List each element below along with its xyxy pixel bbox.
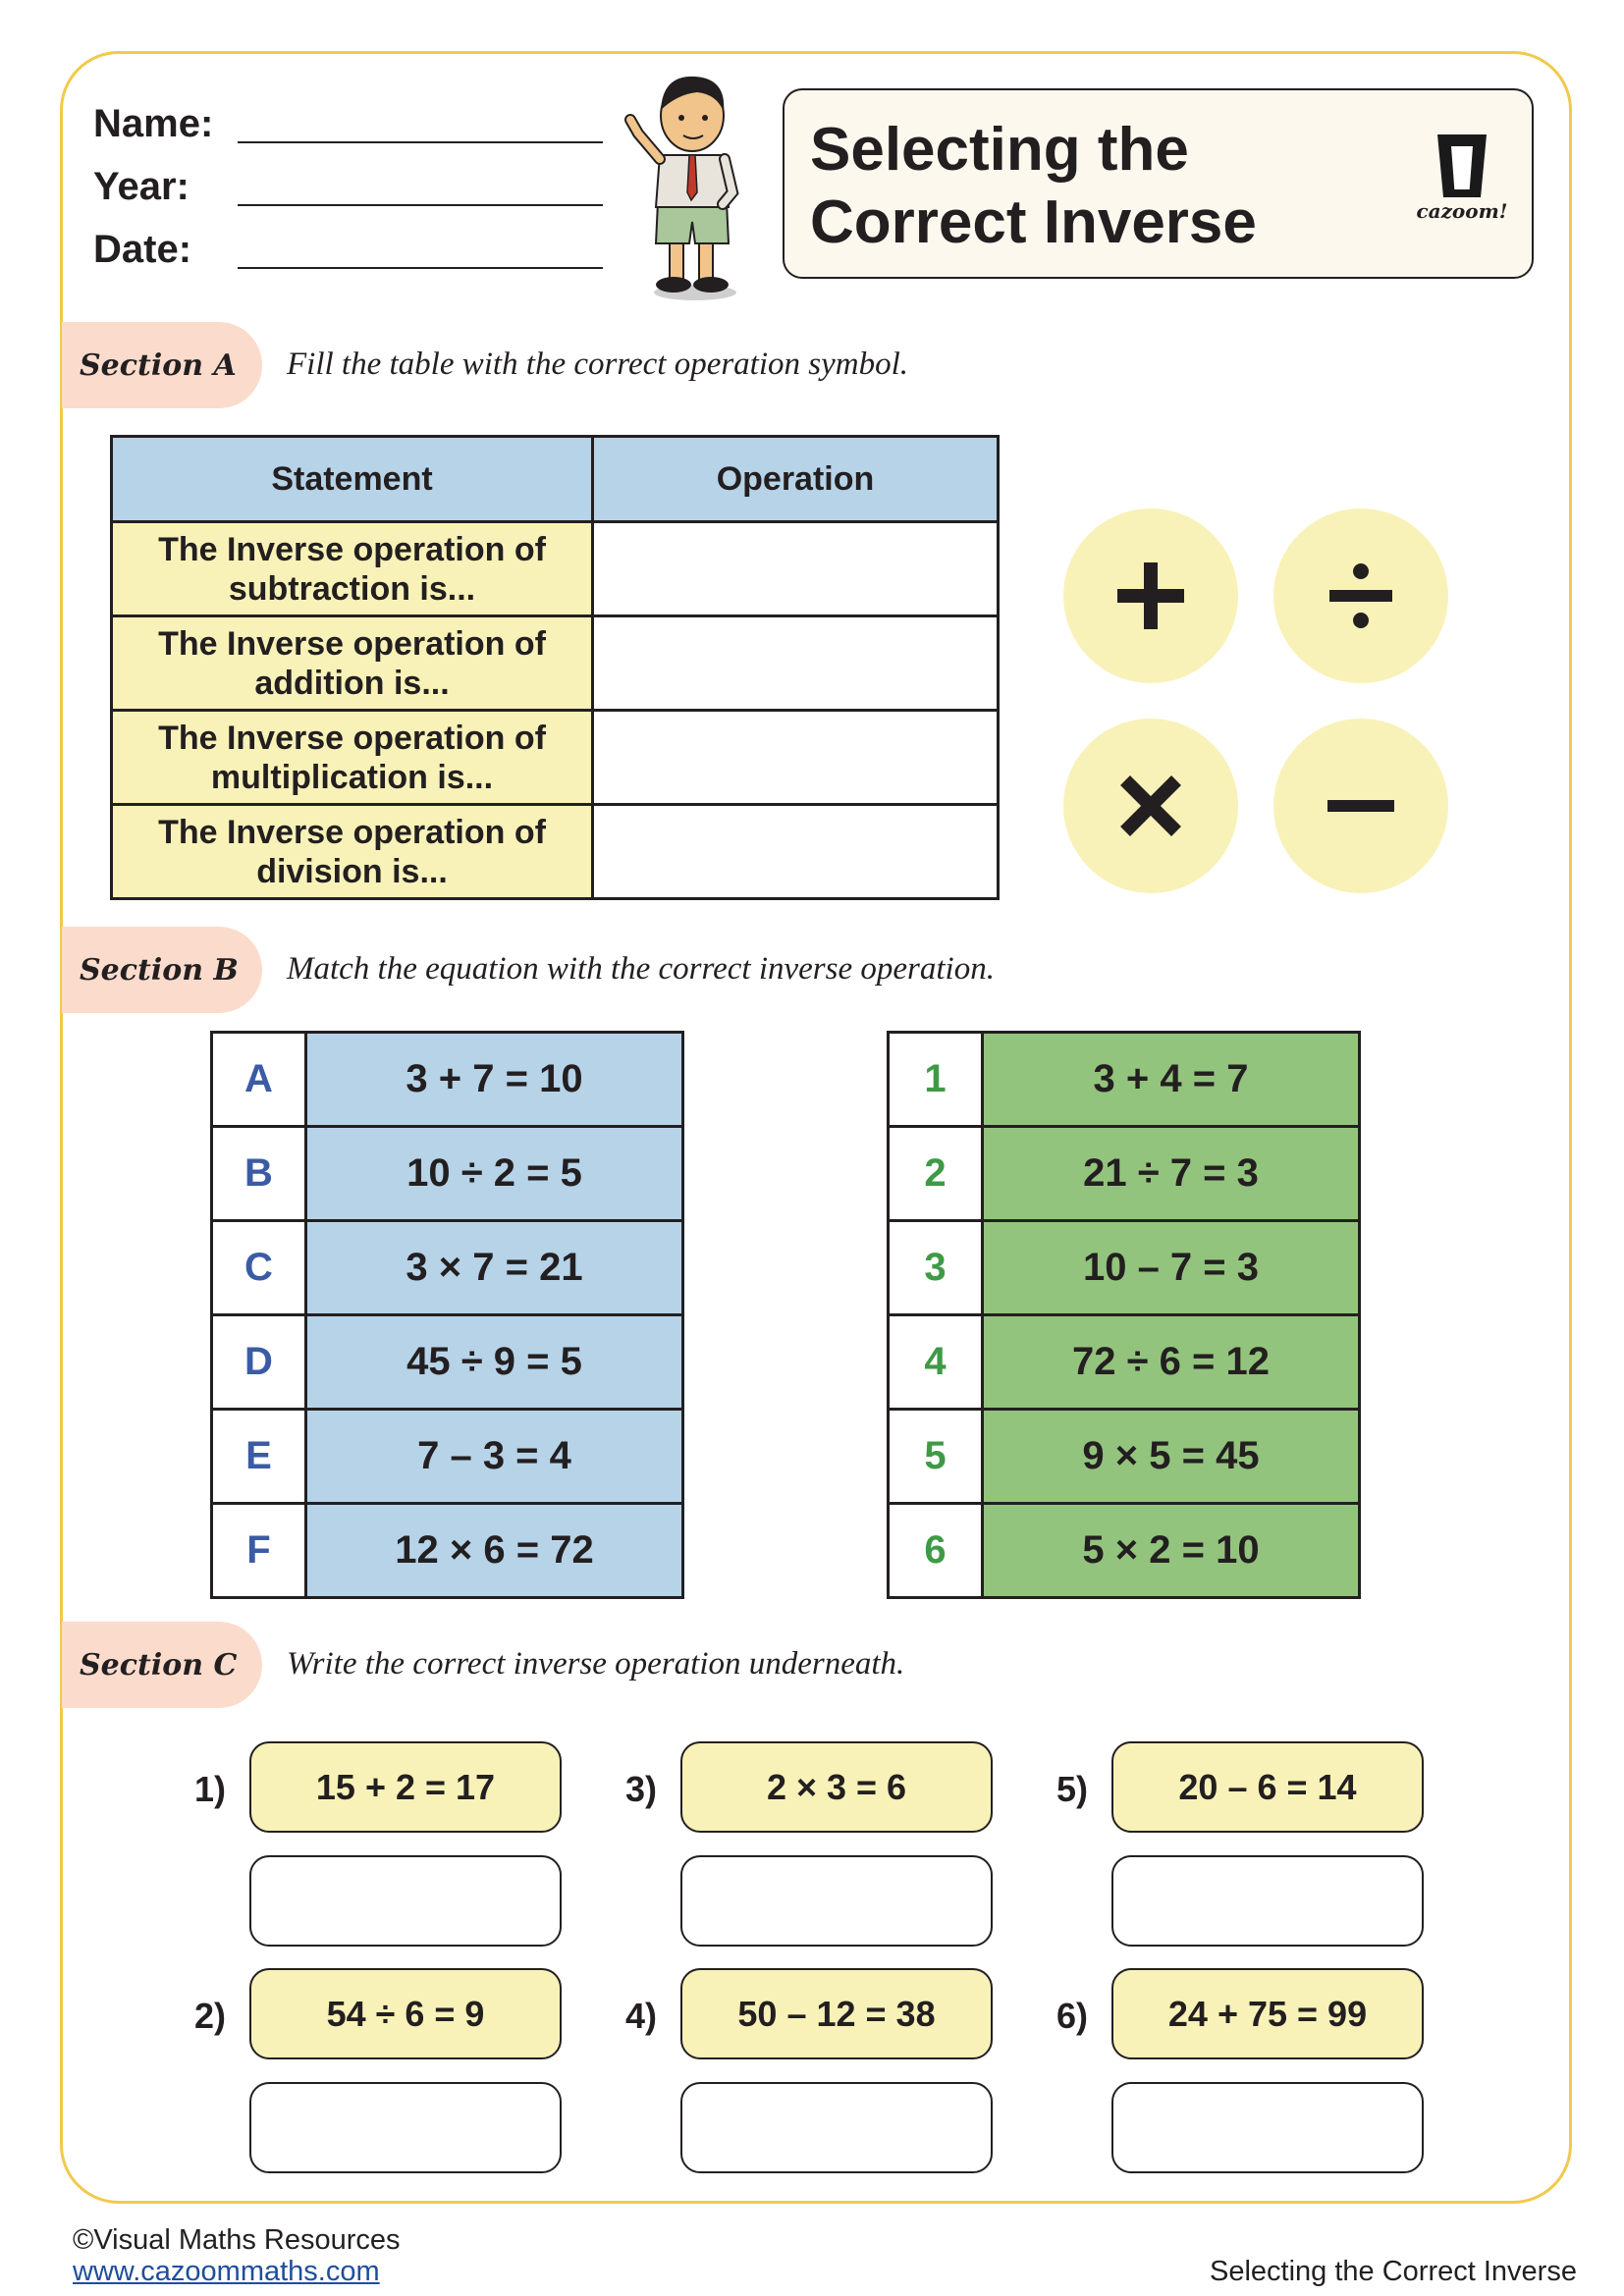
table-row[interactable] <box>212 1127 683 1221</box>
minus-icon <box>1322 767 1400 845</box>
multiply-icon <box>1111 767 1190 845</box>
answer-box[interactable] <box>1111 1855 1424 1947</box>
section-c-instruction: Write the correct inverse operation underneath. <box>287 1646 905 1682</box>
row-label: D <box>212 1315 306 1410</box>
equation-cell: 3 × 7 = 21 <box>306 1221 683 1315</box>
equation-cell: 9 × 5 = 45 <box>983 1410 1360 1504</box>
answer-box[interactable] <box>1111 2082 1424 2173</box>
equation-cell: 72 ÷ 6 = 12 <box>983 1315 1360 1410</box>
equation-cell: 3 + 7 = 10 <box>306 1033 683 1127</box>
divide-symbol <box>1273 508 1448 683</box>
row-label: B <box>212 1127 306 1221</box>
answer-box[interactable] <box>249 1855 562 1947</box>
statement-cell: The Inverse operation of division is... <box>112 805 593 899</box>
table-row[interactable] <box>212 1504 683 1598</box>
statement-header: Statement <box>112 437 593 522</box>
equation-cell: 12 × 6 = 72 <box>306 1504 683 1598</box>
table-row[interactable] <box>889 1504 1360 1598</box>
cazoom-logo: cazoom! <box>1408 134 1516 242</box>
question-number: 2) <box>194 1996 227 2036</box>
equation-cell: 21 ÷ 7 = 3 <box>983 1127 1360 1221</box>
table-row[interactable] <box>889 1221 1360 1315</box>
row-label: C <box>212 1221 306 1315</box>
row-label: 1 <box>889 1033 983 1127</box>
operation-header: Operation <box>593 437 999 522</box>
cup-icon <box>1437 134 1487 197</box>
boy-illustration <box>619 65 766 310</box>
table-row[interactable] <box>889 1127 1360 1221</box>
row-label: 6 <box>889 1504 983 1598</box>
website-link[interactable]: www.cazoommaths.com <box>73 2256 380 2287</box>
table-row[interactable] <box>212 1033 683 1127</box>
equation-table-left <box>210 1031 684 1599</box>
section-b-tab: Section B <box>62 927 262 1013</box>
equation-cell: 3 + 4 = 7 <box>983 1033 1360 1127</box>
row-label: E <box>212 1410 306 1504</box>
row-label: F <box>212 1504 306 1598</box>
name-label: Name: <box>93 102 214 145</box>
row-label: A <box>212 1033 306 1127</box>
table-row[interactable] <box>212 1221 683 1315</box>
divide-icon <box>1322 557 1400 635</box>
equation-cell: 45 ÷ 9 = 5 <box>306 1315 683 1410</box>
title-box <box>783 88 1534 279</box>
section-b-instruction: Match the equation with the correct inverse operation. <box>287 951 995 987</box>
page-title: Selecting the Correct Inverse <box>810 116 1257 256</box>
table-row[interactable] <box>212 1315 683 1410</box>
name-field[interactable] <box>238 141 603 143</box>
table-row[interactable] <box>889 1315 1360 1410</box>
answer-box[interactable] <box>249 2082 562 2173</box>
minus-symbol <box>1273 719 1448 893</box>
question-number: 6) <box>1056 1996 1089 2036</box>
question-equation: 15 + 2 = 17 <box>249 1741 562 1833</box>
equation-cell: 5 × 2 = 10 <box>983 1504 1360 1598</box>
equation-cell: 10 – 7 = 3 <box>983 1221 1360 1315</box>
date-label: Date: <box>93 228 192 271</box>
equation-cell: 10 ÷ 2 = 5 <box>306 1127 683 1221</box>
table-row[interactable] <box>889 1033 1360 1127</box>
statement-cell: The Inverse operation of addition is... <box>112 616 593 711</box>
question-number: 4) <box>625 1996 658 2036</box>
question-number: 5) <box>1056 1769 1089 1809</box>
plus-icon <box>1111 557 1190 635</box>
equation-cell: 7 – 3 = 4 <box>306 1410 683 1504</box>
section-a-tab: Section A <box>62 322 262 408</box>
equation-table-right <box>887 1031 1361 1599</box>
row-label: 3 <box>889 1221 983 1315</box>
plus-symbol <box>1063 508 1238 683</box>
footer-title: Selecting the Correct Inverse <box>1210 2256 1577 2287</box>
operation-answer-cell[interactable] <box>593 522 999 616</box>
operation-answer-cell[interactable] <box>593 616 999 711</box>
question-number: 1) <box>194 1769 227 1809</box>
row-label: 2 <box>889 1127 983 1221</box>
question-equation: 20 – 6 = 14 <box>1111 1741 1424 1833</box>
multiply-symbol <box>1063 719 1238 893</box>
year-field[interactable] <box>238 204 603 206</box>
answer-box[interactable] <box>680 1855 993 1947</box>
operation-answer-cell[interactable] <box>593 805 999 899</box>
table-row[interactable] <box>889 1410 1360 1504</box>
section-c-tab: Section C <box>62 1622 262 1708</box>
question-equation: 50 – 12 = 38 <box>680 1968 993 2059</box>
statement-cell: The Inverse operation of subtraction is... <box>112 522 593 616</box>
answer-box[interactable] <box>680 2082 993 2173</box>
row-label: 4 <box>889 1315 983 1410</box>
question-equation: 24 + 75 = 99 <box>1111 1968 1424 2059</box>
question-equation: 2 × 3 = 6 <box>680 1741 993 1833</box>
copyright-text: ©Visual Maths Resources <box>73 2224 401 2256</box>
statement-cell: The Inverse operation of multiplication is... <box>112 711 593 805</box>
row-label: 5 <box>889 1410 983 1504</box>
date-field[interactable] <box>238 267 603 269</box>
section-a-table <box>110 435 1000 900</box>
operation-answer-cell[interactable] <box>593 711 999 805</box>
section-a-instruction: Fill the table with the correct operation symbol. <box>287 347 909 382</box>
question-equation: 54 ÷ 6 = 9 <box>249 1968 562 2059</box>
question-number: 3) <box>625 1769 658 1809</box>
table-row[interactable] <box>212 1410 683 1504</box>
year-label: Year: <box>93 165 189 208</box>
